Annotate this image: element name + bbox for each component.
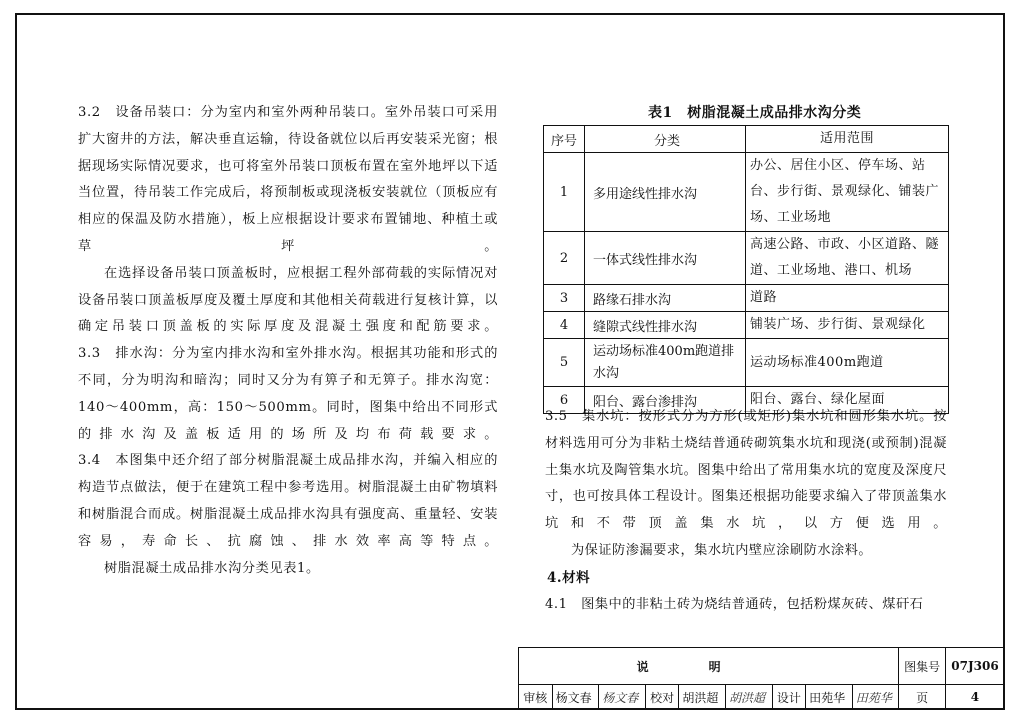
row-category: 一体式线性排水沟	[585, 232, 746, 285]
table-header-row	[544, 126, 949, 153]
designer-signature: 田苑华	[852, 685, 899, 710]
table-row	[544, 312, 949, 339]
row-category: 缝隙式线性排水沟	[585, 312, 746, 339]
page-label: 页	[899, 685, 946, 710]
row-use: 铺装广场、步行街、景观绿化	[746, 312, 949, 339]
row-use: 高速公路、市政、小区道路、隧道、工业场地、港口、机场	[746, 232, 949, 285]
design-label: 设计	[772, 685, 806, 710]
row-use: 运动场标准400m跑道	[746, 339, 949, 387]
section-4-1: 4.1 图集中的非粘土砖为烧结普通砖，包括粉煤灰砖、煤矸石	[545, 596, 924, 612]
row-category: 路缘石排水沟	[585, 285, 746, 312]
title-block	[518, 647, 1005, 710]
header-no: 序号	[544, 126, 585, 153]
row-no: 3	[544, 285, 585, 312]
atlas-label: 图集号	[899, 648, 946, 685]
row-category: 运动场标准400m跑道排水沟	[585, 339, 746, 387]
table-reference: 树脂混凝土成品排水沟分类见表1。	[104, 560, 320, 576]
check-label: 校对	[645, 685, 679, 710]
document-title: 说明	[519, 648, 899, 685]
header-category: 分类	[585, 126, 746, 153]
checker-name: 胡洪超	[679, 685, 726, 710]
waterproof-note: 为保证防渗漏要求，集水坑内壁应涂刷防水涂料。	[571, 542, 873, 558]
row-no: 2	[544, 232, 585, 285]
row-use: 阳台、露台、绿化屋面	[746, 387, 949, 414]
row-no: 6	[544, 387, 585, 414]
row-category: 阳台、露台渗排沟	[585, 387, 746, 414]
row-no: 5	[544, 339, 585, 387]
row-use: 办公、居住小区、停车场、站台、步行街、景观绿化、铺装广场、工业场地	[746, 153, 949, 232]
materials-heading: 4.材料	[547, 569, 591, 586]
section-3-2-cover-note: 在选择设备吊装口顶盖板时，应根据工程外部荷载的实际情况对设备吊装口顶盖板厚度及覆土厚度和其他相关荷载进行复核计算，以确定吊装口顶盖板的实际厚度及混凝土强度和配筋要求。	[78, 265, 498, 335]
row-no: 1	[544, 153, 585, 232]
row-use: 道路	[746, 285, 949, 312]
section-3-4: 3.4 本图集中还介绍了部分树脂混凝土成品排水沟，并编入相应的构造节点做法，便于在建筑工程中参考选用。树脂混凝土由矿物填料和树脂混合而成。树脂混凝土成品排水沟具有强度高、重量轻、安装容易，寿命长、抗腐蚀、排水效率高等特点。	[78, 453, 498, 549]
table-row	[544, 339, 949, 387]
atlas-number: 07J306	[945, 648, 1004, 685]
section-3-3: 3.3 排水沟：分为室内排水沟和室外排水沟。根据其功能和形式的不同，分为明沟和暗沟；同时又分为有箅子和无箅子。排水沟宽：140～400mm，高：150～500mm。同时，图集中给出不同形式的排水沟及盖板适用的场所及均布荷载要求。	[78, 346, 498, 442]
review-label: 审核	[519, 685, 553, 710]
reviewer-signature: 杨文春	[599, 685, 646, 710]
reviewer-name: 杨文春	[552, 685, 599, 710]
drain-category-table	[543, 125, 949, 414]
row-no: 4	[544, 312, 585, 339]
row-category: 多用途线性排水沟	[585, 153, 746, 232]
table-row	[544, 232, 949, 285]
left-column-text	[78, 100, 498, 582]
header-use: 适用范围	[746, 126, 949, 153]
right-column-text	[545, 404, 947, 618]
page-number: 4	[945, 685, 1004, 710]
section-3-2: 3.2 设备吊装口：分为室内和室外两种吊装口。室外吊装口可采用扩大窗井的方法，解决垂直运输，待设备就位以后再安装采光窗；根据现场实际情况要求，也可将室外吊装口顶板布置在室外地坪以下适当位置，待吊装工作完成后，将预制板或现浇板安装就位（顶板应有相应的保温及防水措施），板上应根据设计要求布置铺地、种植土或草坪。	[78, 105, 498, 254]
table-title: 表1 树脂混凝土成品排水沟分类	[648, 105, 862, 121]
table-row	[544, 153, 949, 232]
table-row	[544, 285, 949, 312]
checker-signature: 胡洪超	[725, 685, 772, 710]
designer-name: 田苑华	[806, 685, 853, 710]
section-3-5: 3.5 集水坑：按形式分为方形(或矩形)集水坑和圆形集水坑。按材料选用可分为非粘土烧结普通砖砌筑集水坑和现浇(或预制)混凝土集水坑及陶管集水坑。图集中给出了常用集水坑的宽度及深度尺寸，也可按具体工程设计。图集还根据功能要求编入了带顶盖集水坑和不带顶盖集水坑，以方便选用。	[545, 409, 947, 532]
